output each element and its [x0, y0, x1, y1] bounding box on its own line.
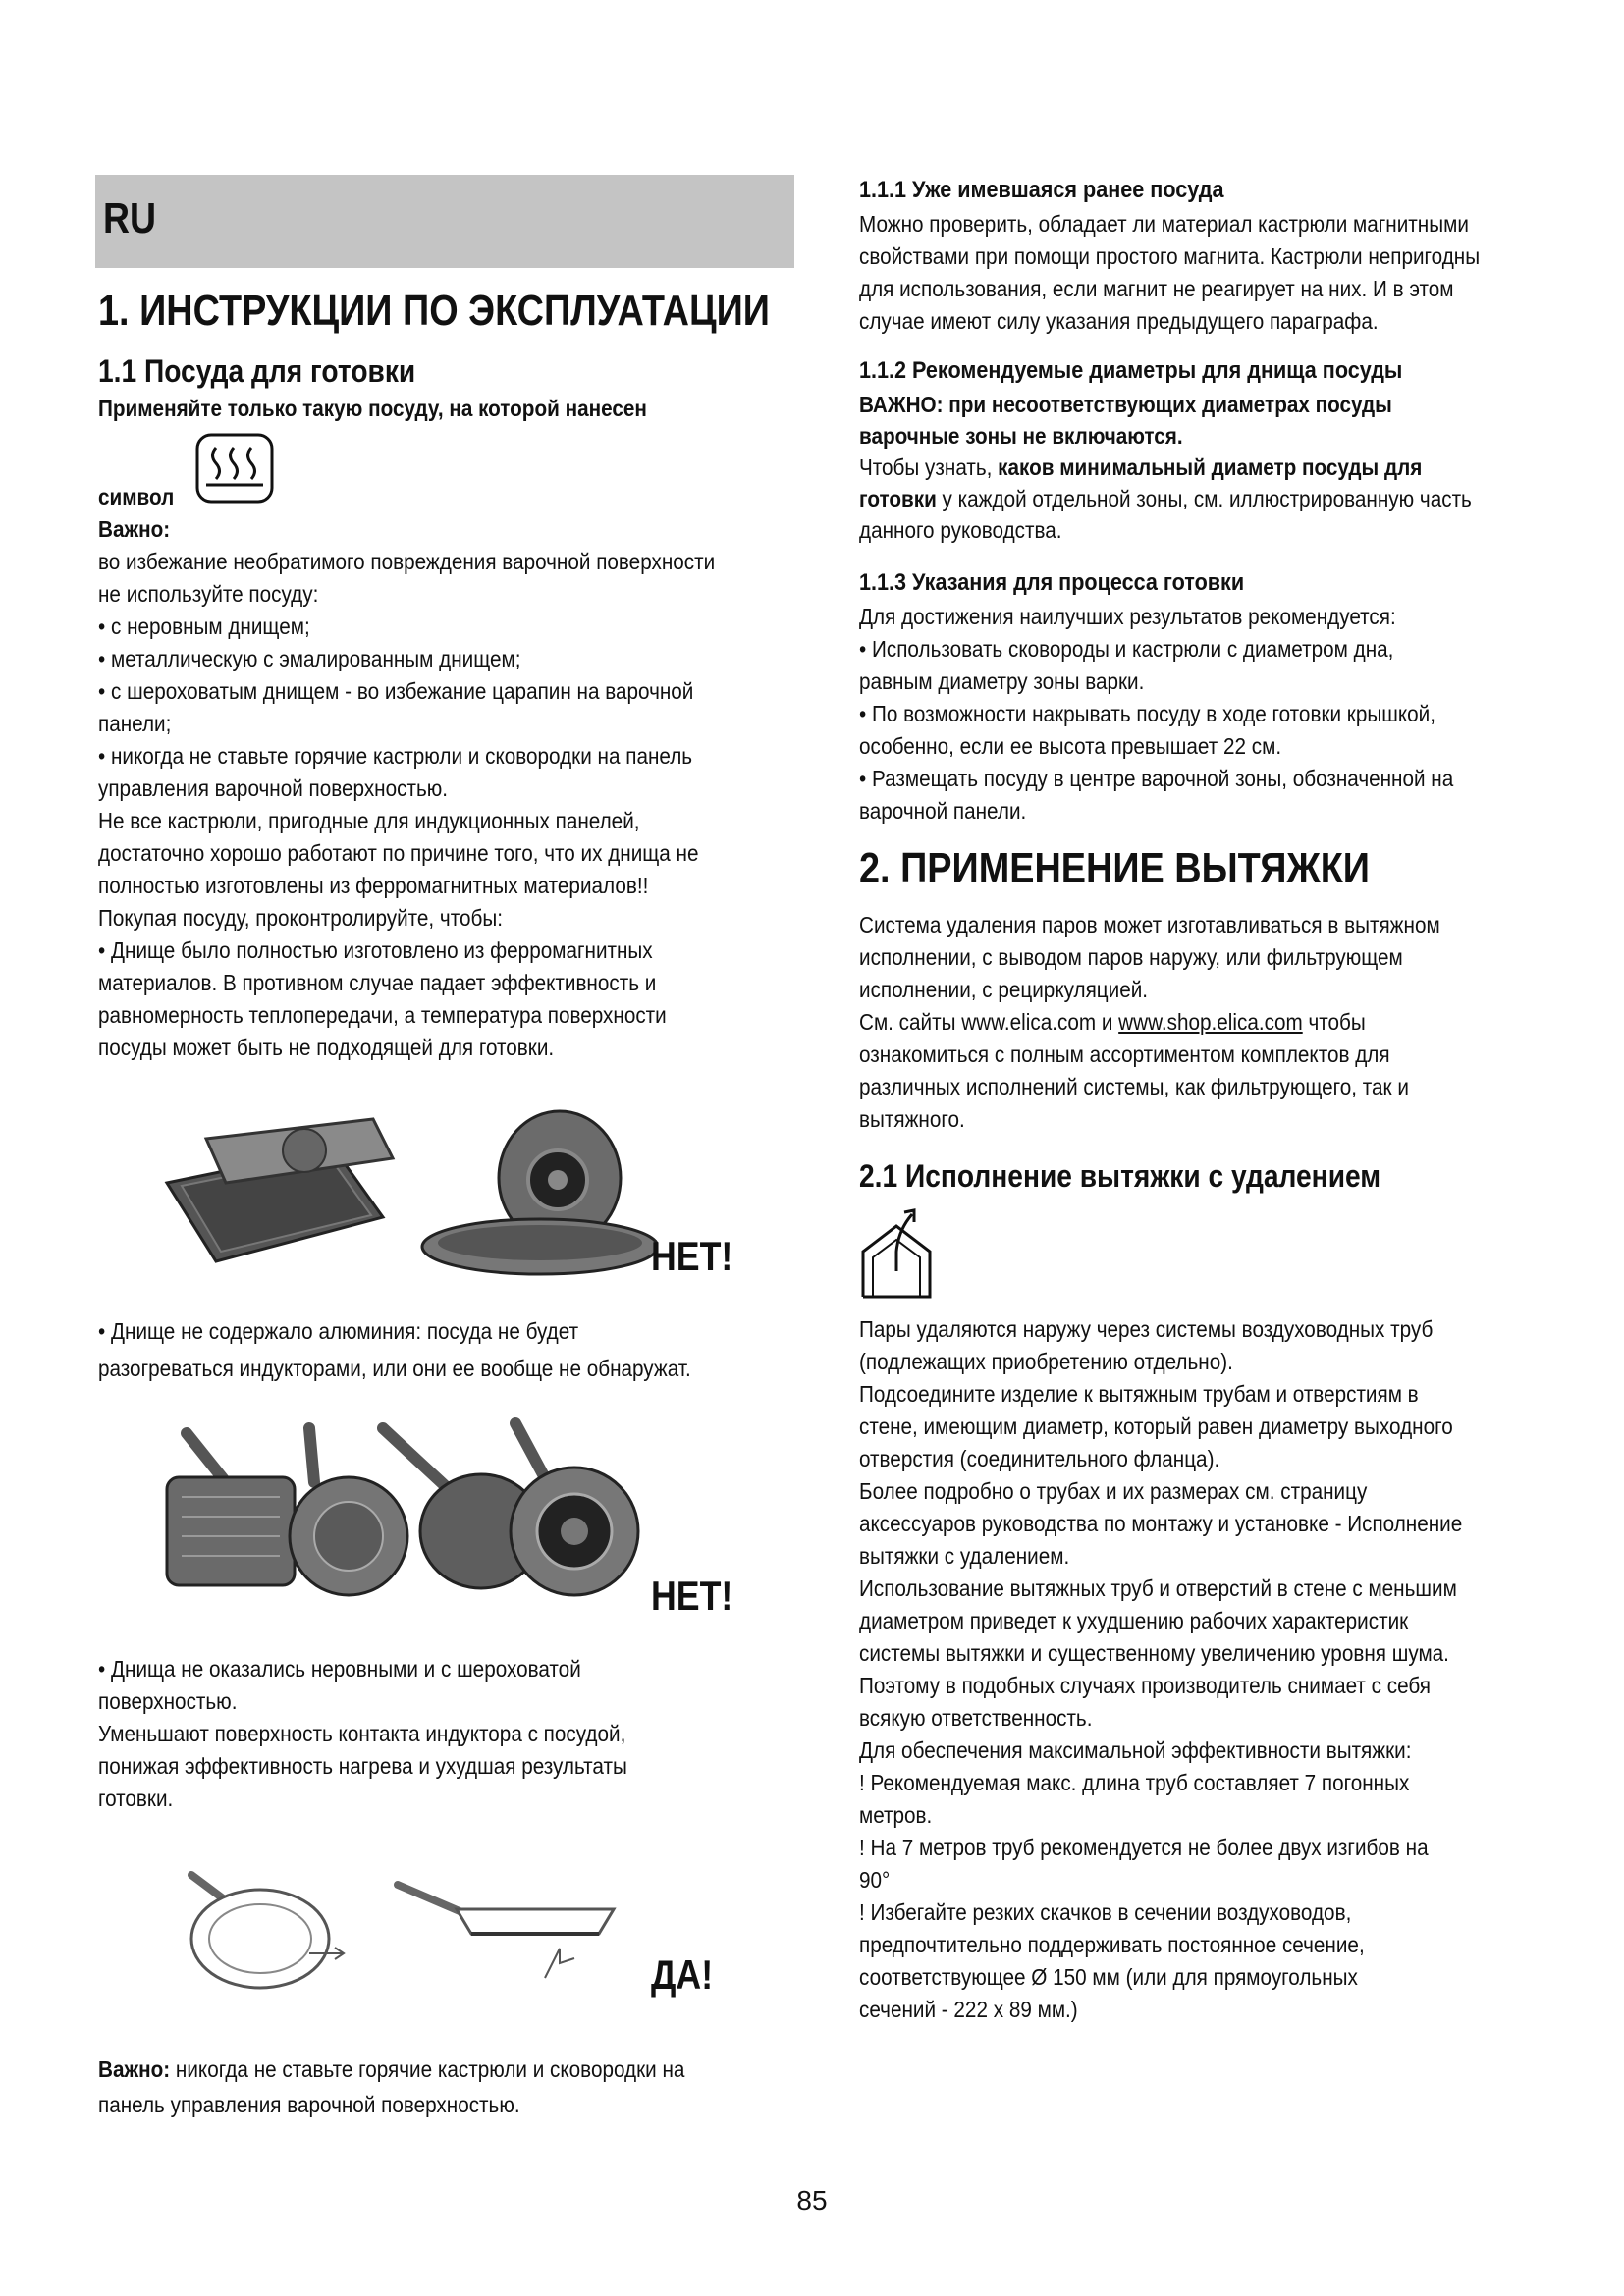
paragraph-line: для использования, если магнит не реагирует на них. И в этом	[859, 276, 1454, 301]
list-line: Уменьшают поверхность контакта индуктора с посудой,	[98, 1721, 626, 1746]
paragraph-line: ! Рекомендуемая макс. длина труб составляет 7 погонных	[859, 1770, 1410, 1795]
paragraph-line: всякую ответственность.	[859, 1705, 1093, 1731]
see-sites-tail: чтобы	[1302, 1009, 1366, 1035]
paragraph-2	[859, 909, 1504, 1136]
paragraph-line: ! На 7 метров труб рекомендуется не более двух изгибов на	[859, 1835, 1429, 1860]
list-line: равным диаметру зоны варки.	[859, 668, 1145, 694]
list-line: • с неровным днищем;	[98, 614, 310, 639]
list-line: во избежание необратимого повреждения варочной поверхности	[98, 549, 716, 574]
paragraph-line: стене, имеющим диаметр, который равен диаметру выходного	[859, 1414, 1453, 1439]
paragraph-line: Можно проверить, обладает ли материал кастрюли магнитными	[859, 211, 1469, 237]
paragraph-line: ознакомиться с полным ассортиментом комплектов для	[859, 1041, 1390, 1067]
paragraph-line: свойствами при помощи простого магнита. Кастрюли непригодны	[859, 243, 1481, 269]
diameter-info-c: готовки	[859, 486, 937, 511]
paragraph-line: ! Избегайте резких скачков в сечении воздуховодов,	[859, 1899, 1352, 1925]
paragraph-1-1-1	[859, 208, 1548, 338]
use-only-text: Применяйте только такую посуду, на которой нанесен	[98, 396, 647, 421]
list-line: достаточно хорошо работают по причине того, что их днища не	[98, 840, 699, 866]
paragraph-line: предпочтительно поддерживать постоянное сечение,	[859, 1932, 1365, 1957]
subsection-1-1-title: 1.1 Посуда для готовки	[98, 353, 416, 389]
symbol-label: символ	[98, 484, 175, 509]
paragraph-line: Система удаления паров может изготавливаться в вытяжном	[859, 912, 1440, 937]
list-line: • По возможности накрывать посуду в ходе готовки крышкой,	[859, 701, 1435, 726]
rough-list	[98, 1653, 686, 1815]
list-line: • с шероховатым днищем - во избежание царапин на варочной	[98, 678, 694, 704]
list-line: • Днища не оказались неровными и с шероховатой	[98, 1656, 581, 1682]
diameter-info-line-1	[859, 452, 1422, 484]
list-line: управления варочной поверхностью.	[98, 775, 449, 801]
section-2-title: 2. ПРИМЕНЕНИЕ ВЫТЯЖКИ	[859, 844, 1370, 892]
list-line: • Днище было полностью изготовлено из ферромагнитных	[98, 937, 653, 963]
induction-symbol-icon	[194, 432, 277, 505]
paragraph-line: случае имеют силу указания предыдущего параграфа.	[859, 308, 1379, 334]
list-line: особенно, если ее высота превышает 22 см.	[859, 733, 1282, 759]
paragraph-line: Подсоедините изделие к вытяжным трубам и отверстиям в	[859, 1381, 1419, 1407]
paragraph-line: Для обеспечения максимальной эффективности вытяжки:	[859, 1737, 1412, 1763]
list-line: поверхностью.	[98, 1688, 238, 1714]
subsection-1-1-2-title: 1.1.2 Рекомендуемые диаметры для днища посуды	[859, 357, 1403, 384]
paragraph-line: системы вытяжки и существенному увеличению уровня шума.	[859, 1640, 1449, 1666]
important-label: Важно:	[98, 516, 171, 542]
paragraph-line: Использование вытяжных труб и отверстий в стене с меньшим	[859, 1575, 1457, 1601]
warning-list	[98, 546, 784, 1064]
list-line: Покупая посуду, проконтролируйте, чтобы:	[98, 905, 503, 931]
diameter-info-line-2	[859, 483, 1472, 515]
diameter-info-b: каков минимальный диаметр посуды для	[998, 454, 1423, 480]
subsection-1-1-3-title: 1.1.3 Указания для процесса готовки	[859, 569, 1245, 596]
list-line: • Размещать посуду в центре варочной зоны, обозначенной на	[859, 766, 1454, 791]
list-line: не используйте посуду:	[98, 581, 319, 607]
important-diameter-line-1: ВАЖНО: при несоответствующих диаметрах посуды	[859, 392, 1392, 417]
language-code: RU	[103, 194, 157, 242]
paragraph-line: 90°	[859, 1867, 891, 1893]
list-line: панели;	[98, 711, 172, 736]
paragraph-line: различных исполнений системы, как фильтрующего, так и	[859, 1074, 1409, 1099]
paragraph-line: вытяжного.	[859, 1106, 965, 1132]
paragraph-line: отверстия (соединительного фланца).	[859, 1446, 1220, 1471]
see-sites-text: См. сайты www.elica.com и	[859, 1009, 1119, 1035]
section-1-title: 1. ИНСТРУКЦИИ ПО ЭКСПЛУАТАЦИИ	[98, 287, 770, 335]
yes-label: ДА!	[651, 1951, 714, 1998]
list-line: материалов. В противном случае падает эффективность и	[98, 970, 657, 995]
list-line: • никогда не ставьте горячие кастрюли и сковородки на панель	[98, 743, 693, 769]
page-number: 85	[796, 2185, 828, 2216]
final-important-label: Важно:	[98, 2056, 171, 2082]
no-label-1: НЕТ!	[651, 1233, 733, 1279]
shop-link[interactable]: www.shop.elica.com	[1118, 1009, 1303, 1035]
list-line: • металлическую с эмалированным днищем;	[98, 646, 521, 671]
no-label-2: НЕТ!	[651, 1573, 733, 1619]
important-diameter-line-2: варочные зоны не включаются.	[859, 423, 1183, 449]
cookware-illustration-grill-pans	[157, 1414, 668, 1610]
paragraph-line: метров.	[859, 1802, 933, 1828]
final-important-text: никогда не ставьте горячие кастрюли и сковородки на	[170, 2056, 685, 2082]
paragraph-line: исполнении, с выводом паров наружу, или фильтрующем	[859, 944, 1403, 970]
cooking-tips-list	[859, 601, 1520, 828]
paragraph-line: диаметром приведет к ухудшению рабочих характеристик	[859, 1608, 1409, 1633]
language-bar	[95, 175, 794, 268]
diameter-info-d: у каждой отдельной зоны, см. иллюстрированную часть	[936, 486, 1472, 511]
paragraph-line: вытяжки с удалением.	[859, 1543, 1070, 1569]
ducted-extraction-icon	[857, 1202, 936, 1301]
list-line: Не все кастрюли, пригодные для индукционных панелей,	[98, 808, 640, 833]
list-line: полностью изготовлены из ферромагнитных материалов!!	[98, 873, 649, 898]
cookware-illustration-flat-pans	[172, 1855, 633, 1993]
paragraph-line: Пары удаляются наружу через системы воздуховодных труб	[859, 1316, 1434, 1342]
final-important-line-1	[98, 2054, 684, 2086]
final-important-line-2: панель управления варочной поверхностью.	[98, 2092, 520, 2117]
list-line: варочной панели.	[859, 798, 1027, 824]
paragraph-2-1	[859, 1313, 1530, 2026]
subsection-1-1-1-title: 1.1.1 Уже имевшаяся ранее посуда	[859, 177, 1224, 203]
aluminium-line-2: разогреваться индукторами, или они ее вообще не обнаружат.	[98, 1356, 691, 1381]
cookware-illustration-griddle	[147, 1099, 658, 1286]
list-line: посуды может быть не подходящей для готовки.	[98, 1035, 555, 1060]
list-line: • Использовать сковороды и кастрюли с диаметром дна,	[859, 636, 1394, 662]
list-line: готовки.	[98, 1786, 174, 1811]
subsection-2-1-title: 2.1 Исполнение вытяжки с удалением	[859, 1158, 1381, 1194]
diameter-info-line-3: данного руководства.	[859, 517, 1062, 543]
list-line: Для достижения наилучших результатов рекомендуется:	[859, 604, 1396, 629]
list-line: понижая эффективность нагрева и ухудшая результаты	[98, 1753, 627, 1779]
paragraph-line: исполнении, с рециркуляцией.	[859, 977, 1149, 1002]
see-sites-line	[859, 1006, 1440, 1039]
list-line: равномерность теплопередачи, а температура поверхности	[98, 1002, 667, 1028]
paragraph-line: соответствующее Ø 150 мм (или для прямоугольных	[859, 1964, 1358, 1990]
aluminium-line-1: • Днище не содержало алюминия: посуда не будет	[98, 1318, 579, 1344]
paragraph-line: аксессуаров руководства по монтажу и установке - Исполнение	[859, 1511, 1463, 1536]
paragraph-line: (подлежащих приобретению отдельно).	[859, 1349, 1233, 1374]
paragraph-line: Поэтому в подобных случаях производитель снимает с себя	[859, 1673, 1432, 1698]
paragraph-line: Более подробно о трубах и их размерах см. страницу	[859, 1478, 1368, 1504]
diameter-info-a: Чтобы узнать,	[859, 454, 999, 480]
paragraph-line: сечений - 222 x 89 мм.)	[859, 1997, 1078, 2022]
